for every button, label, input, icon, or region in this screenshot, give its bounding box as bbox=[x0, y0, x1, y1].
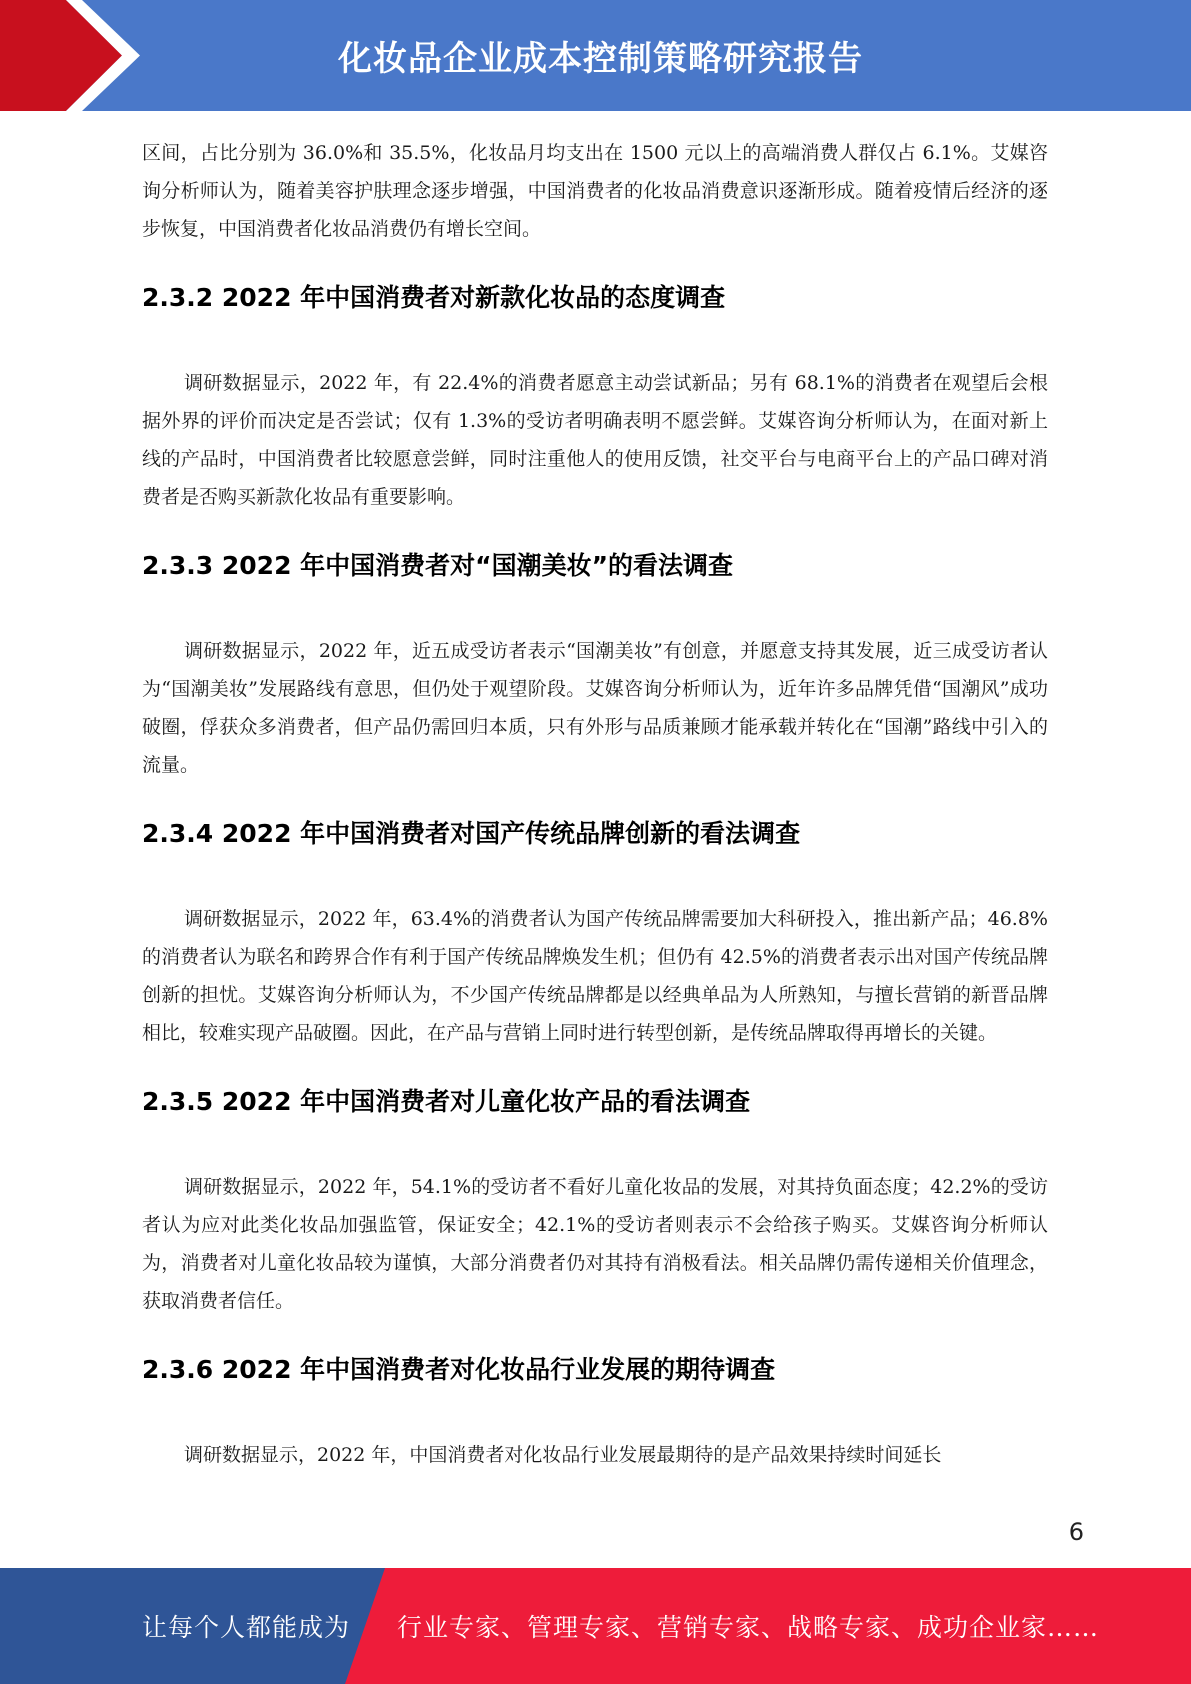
section-heading-2-3-5: 2.3.5 2022 年中国消费者对儿童化妆产品的看法调查 bbox=[142, 1087, 751, 1116]
footer-slogan-left: 让每个人都能成为 bbox=[142, 1613, 351, 1642]
footer-slogan-right: 行业专家、管理专家、营销专家、战略专家、成功企业家…… bbox=[397, 1613, 1100, 1642]
section-paragraph-2-3-4: 调研数据显示，2022 年，63.4%的消费者认为国产传统品牌需要加大科研投入，推出新产品；46.8%的消费者认为联名和跨界合作有利于国产传统品牌焕发生机；但仍有 42.5%的消费者表示出对国产传统品牌创新的担忧。艾媒咨询分析师认为，不少国产传统品牌都是以经典单品为人所熟知，与擅长营销的新晋品牌相比，较难实现产品破圈。因此，在产品与营销上同时进行转型创新，是传统品牌取得再增长的关键。 bbox=[142, 908, 1048, 1044]
section-paragraph-2-3-2: 调研数据显示，2022 年，有 22.4%的消费者愿意主动尝试新品；另有 68.1%的消费者在观望后会根据外界的评价而决定是否尝试；仅有 1.3%的受访者明确表明不愿尝鲜。艾媒咨询分析师认为，在面对新上线的产品时，中国消费者比较愿意尝鲜，同时注重他人的使用反馈，社交平台与电商平台上的产品口碑对消费者是否购买新款化妆品有重要影响。 bbox=[142, 372, 1048, 508]
intro-paragraph: 区间，占比分别为 36.0%和 35.5%，化妆品月均支出在 1500 元以上的高端消费人群仅占 6.1%。艾媒咨询分析师认为，随着美容护肤理念逐步增强，中国消费者的化妆品消费意识逐渐形成。随着疫情后经济的逐步恢复，中国消费者化妆品消费仍有增长空间。 bbox=[142, 142, 1048, 240]
page-number: 6 bbox=[1068, 1518, 1084, 1546]
header-banner bbox=[0, 0, 1191, 111]
section-heading-2-3-6: 2.3.6 2022 年中国消费者对化妆品行业发展的期待调查 bbox=[142, 1355, 776, 1384]
section-heading-2-3-3: 2.3.3 2022 年中国消费者对“国潮美妆”的看法调查 bbox=[142, 551, 734, 580]
section-paragraph-2-3-3: 调研数据显示，2022 年，近五成受访者表示“国潮美妆”有创意，并愿意支持其发展，近三成受访者认为“国潮美妆”发展路线有意思，但仍处于观望阶段。艾媒咨询分析师认为，近年许多品牌凭借“国潮风”成功破圈，俘获众多消费者，但产品仍需回归本质，只有外形与品质兼顾才能承载并转化在“国潮”路线中引入的流量。 bbox=[142, 640, 1048, 776]
header-arrow-decoration bbox=[0, 0, 150, 111]
section-paragraph-2-3-6: 调研数据显示，2022 年，中国消费者对化妆品行业发展最期待的是产品效果持续时间延长 bbox=[184, 1444, 942, 1466]
section-heading-2-3-4: 2.3.4 2022 年中国消费者对国产传统品牌创新的看法调查 bbox=[142, 819, 801, 848]
footer-banner bbox=[0, 1568, 1191, 1684]
document-body bbox=[142, 134, 1048, 1474]
section-heading-2-3-2: 2.3.2 2022 年中国消费者对新款化妆品的态度调查 bbox=[142, 283, 726, 312]
report-title: 化妆品企业成本控制策略研究报告 bbox=[338, 39, 863, 79]
section-paragraph-2-3-5: 调研数据显示，2022 年，54.1%的受访者不看好儿童化妆品的发展，对其持负面态度；42.2%的受访者认为应对此类化妆品加强监管，保证安全；42.1%的受访者则表示不会给孩子购买。艾媒咨询分析师认为，消费者对儿童化妆品较为谨慎，大部分消费者仍对其持有消极看法。相关品牌仍需传递相关价值理念，获取消费者信任。 bbox=[142, 1176, 1048, 1312]
